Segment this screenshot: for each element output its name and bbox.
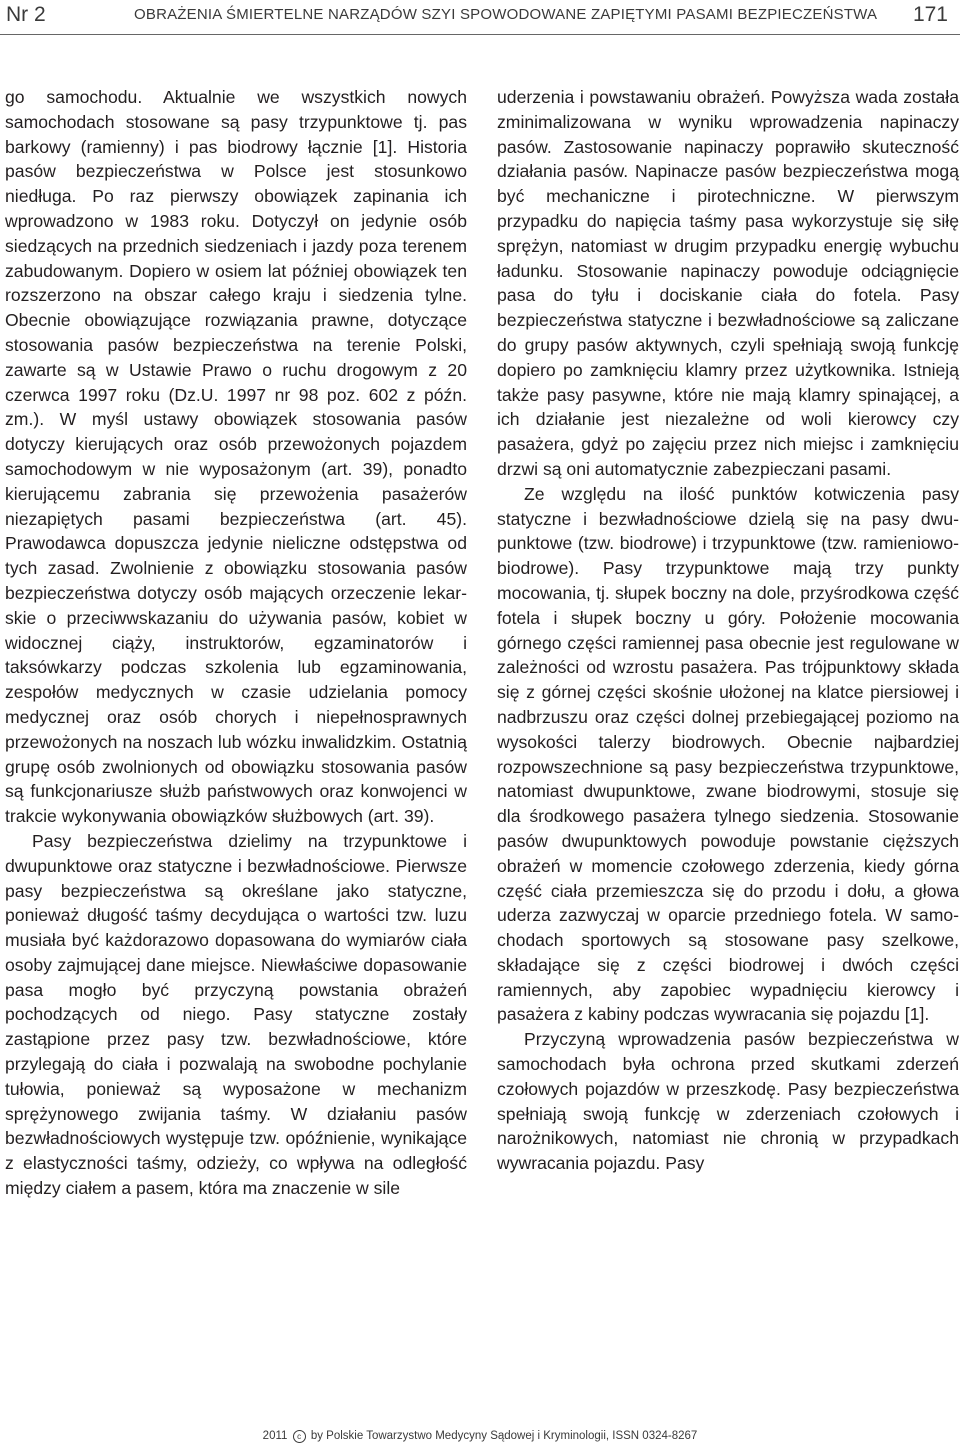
paragraph: Przyczyną wprowadzenia pasów bezpieczeństwa w samochodach była ochrona przed skutkami zderzeń czołowych pojazdów w przeszkodę. Pasy bezpieczeństwa spełniają swoją funkcję w zderzeniach czołowych i narożnikowych, natomiast nie chronią w przypadkach wywracania pojazdu. Pasy [497, 1029, 959, 1174]
right-column [497, 85, 959, 1176]
paragraph: uderzenia i powstawaniu obrażeń. Powyższa wada została zminimalizowana w wyniku wprowadzenia napinaczy pasów. Zastosowanie napinaczy poprawiło skuteczność działania pasów. Napinacze pasów bezpieczeństwa mogą być mechaniczne i pirotechniczne. W pierwszym przypadku do napięcia taśmy pasa wykorzystuje się siłę sprężyn, natomiast w drugim przypadku energię wybuchu ładunku. Stosowanie napinaczy powoduje odciągnięcie pasa do tyłu i dociskanie ciała do fotela. Pasy bezpieczeństwa statyczne i bezwładnościowe są zaliczane do grupy pasów aktywnych, czyli spełniają swoją funkcję dopiero po zamknięciu klamry przez użytkownika. Istnieją także pasy pasywne, które nie mają klamry spinającej, a ich działanie jest niezależne od woli kierowcy czy pasażera, gdyż po zajęciu przez nich miejsc i zamknięciu drzwi są oni automatycznie zabezpieczani pasami. [497, 87, 959, 479]
page-footer [0, 1430, 960, 1443]
copyright-icon: c [293, 1430, 306, 1443]
page-header [0, 0, 960, 34]
footer-text: by Polskie Towarzystwo Medycyny Sądowej i Kryminologii, ISSN 0324-8267 [310, 1430, 698, 1442]
left-column [5, 85, 467, 1201]
header-rule [0, 34, 960, 35]
issue-number: Nr 2 [6, 3, 46, 26]
paragraph: go samochodu. Aktualnie we wszystkich nowych samochodach stosowane są pasy trzypunktowe tj. pas barkowy (ramienny) i pas biodrowy łącznie [1]. Historia pasów bezpieczeństwa w Polsce jest stosunkowo niedługa. Po raz pierwszy obowiązek zapinania ich wprowadzono w 1983 roku. Dotyczył on jedynie osób siedzących na przednich siedzeniach i jazdy poza terenem zabudowanym. Dopiero w osiem lat później obowiązek ten rozszerzono na obszar całego kraju i siedzenia tylne. Obecnie obowiązujące rozwiązania prawne, dotyczące stosowania pasów bezpieczeństwa na terenie Polski, zawarte są w Ustawie Prawo o ruchu drogowym z 20 czerwca 1997 roku (Dz.U. 1997 nr 98 poz. 602 z późn. zm.). W myśl ustawy obowiązek stosowania pasów dotyczy kierujących oraz osób przewożonych pojazdem samochodowym w nie wyposażonym (art. 39), ponadto kierującemu zabrania się przewożenia pasażerów niezapiętych pasami bezpieczeństwa (art. 45). Prawodawca dopuszcza jedynie nieliczne odstępstwa od tych zasad. Zwolnienie z obowiązku stosowania pasów bezpieczeństwa dotyczy osób mających orzeczenie lekarskie o przeciwwskazaniu do używania pasów, kobiet w widocznej ciąży, instruktorów, egzaminatorów i taksówkarzy podczas szkolenia lub egzaminowania, zespołów medycznych w czasie udzielania pomocy medycznej oraz osób chorych i niepełnosprawnych przewożonych na noszach lub wózku inwalidzkim. Ostatnią grupę osób zwolnionych od obowiązku stosowania pasów są funkcjonariusze służb państwowych oraz konwojenci w trakcie wykonywania obowiązków służbowych (art. 39). [5, 87, 467, 827]
page-number: 171 [912, 3, 948, 26]
paragraph: Pasy bezpieczeństwa dzielimy na trzypunktowe i dwupunktowe oraz statyczne i bezwładnościowe. Pierwsze pasy bezpieczeństwa są określane jako statyczne, ponieważ długość taśmy decydująca o wartości tzw. luzu musiała być każdorazowo dopasowana do wymiarów ciała osoby zajmującej dane miejsce. Niewłaściwe dopasowanie pasa mogło być przyczyną powstania obrażeń pochodzących od niego. Pasy statyczne zostały zastąpione przez pasy tzw. bezwładnościowe, które przylegają do ciała i pozwalają na swobodne pochylanie tułowia, ponieważ są wyposażone w mechanizm sprężynowego zwijania taśmy. W działaniu pasów bezwładnościowych występuje tzw. opóźnienie, wynikające z elastyczności taśmy, odzieży, co wpływa na odległość między ciałem a pasem, która ma znaczenie w sile [5, 830, 467, 1199]
running-title: OBRAŻENIA ŚMIERTELNE NARZĄDÓW SZYI SPOWODOWANE ZAPIĘTYMI PASAMI BEZPIECZEŃSTWA [134, 6, 878, 23]
paragraph: Ze względu na ilość punktów kotwiczenia pasy statyczne i bezwładnościowe dzielą się na pasy dwupunktowe (tzw. biodrowe) i trzypunktowe (tzw. ramieniowo-biodrowe). Pasy trzypunktowe mają trzy punkty mocowania, tj. słupek boczny na dole, przyśrodkowa część fotela i słupek boczny u góry. Położenie mocowania górnego części ramiennej pasa obecnie jest regulowane w zależności od wzrostu pasażera. Pas trójpunktowy składa się z górnej części skośnie ułożonej na klatce piersiowej i nadbrzuszu oraz części dolnej przebiegającej poziomo na wysokości talerzy biodrowych. Obecnie najbardziej rozpowszechnione są pasy bezpieczeństwa trzypunktowe, natomiast dwupunktowe, zwane biodrowymi, stosuje się dla środkowego pasażera tylnego siedzenia. Stosowanie pasów dwupunktowych powoduje powstanie cięższych obrażeń w momencie czołowego zderzenia, kiedy górna część ciała przemieszcza się do przodu i dołu, a głowa uderza zazwyczaj w oparcie przedniego fotela. W samochodach sportowych są stosowane pasy szelkowe, składające się z części biodrowej i dwóch części ramiennych, aby zapobiec wypadnięciu kierowcy i pasażera z kabiny podczas wywracania się pojazdu [1]. [497, 483, 959, 1025]
footer-year: 2011 [262, 1430, 288, 1442]
